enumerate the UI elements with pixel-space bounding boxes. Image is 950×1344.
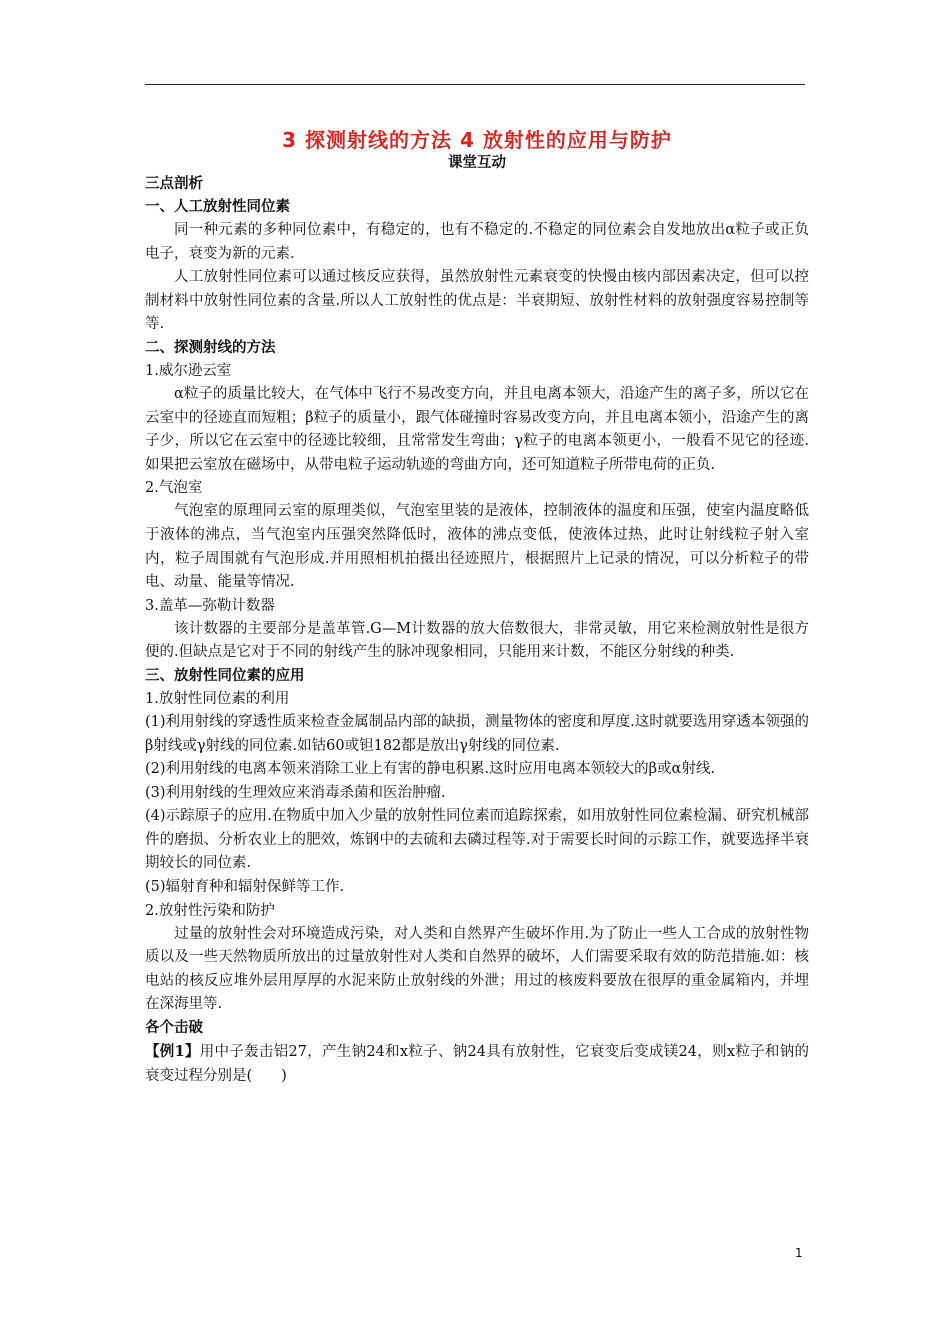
section-3-sub-1: 1.放射性同位素的利用 xyxy=(145,690,290,707)
section-3-sub-2: 2.放射性污染和防护 xyxy=(145,902,275,919)
example-1 xyxy=(145,1040,809,1088)
example-1-tag: 【例1】 xyxy=(145,1043,200,1061)
header-rule xyxy=(145,84,805,85)
page-number: 1 xyxy=(795,1246,803,1260)
example-1-text: 用中子轰击铝27，产生钠24和x粒子、钠24具有放射性，它衰变后变成镁24，则x粒子和钠的衰变过程分别是( ) xyxy=(145,1044,809,1084)
section-3-item-3: (3)利用射线的生理效应来消毒杀菌和医治肿瘤. xyxy=(145,784,446,801)
document-body xyxy=(145,127,809,1088)
section-3-item-4: (4)示踪原子的应用.在物质中加入少量的放射性同位素而追踪探索，如用放射性同位素检漏、研究机械部件的磨损、分析农业上的肥效，炼钢中的去硫和去磷过程等.对于需要长时间的示踪工作，就要选择半衰期较长的同位素. xyxy=(145,808,809,872)
section-2-paragraph-3: 该计数器的主要部分是盖革管.G—M计数器的放大倍数很大，非常灵敏，用它来检测放射性是很方便的.但缺点是它对于不同的射线产生的脉冲现象相同，只能用来计数，不能区分射线的种类. xyxy=(145,620,809,661)
section-3-item-1: (1)利用射线的穿透性质来检查金属制品内部的缺损，测量物体的密度和厚度.这时就要选用穿透本领强的β射线或γ射线的同位素.如钴60或钽182都是放出γ射线的同位素. xyxy=(145,713,809,754)
section-2-paragraph-1: α粒子的质量比较大，在气体中飞行不易改变方向，并且电离本领大，沿途产生的离子多，所以它在云室中的径迹直而短粗；β粒子的质量小，跟气体碰撞时容易改变方向，并且电离本领小，沿途产生的离子少，所以它在云室中的径迹比较细，且常常发生弯曲；γ粒子的电离本领更小，一般看不见它的径迹.如果把云室放在磁场中，从带电粒子运动轨迹的弯曲方向，还可知道粒子所带电荷的正负. xyxy=(145,385,809,473)
page-title: 3 探测射线的方法 4 放射性的应用与防护 xyxy=(282,128,672,152)
section-2-paragraph-2: 气泡室的原理同云室的原理类似，气泡室里装的是液体，控制液体的温度和压强，使室内温度略低于液体的沸点，当气泡室内压强突然降低时，液体的沸点变低，使液体过热，此时让射线粒子射入室内，粒子周围就有气泡形成.并用照相机拍摄出径迹照片，根据照片上记录的情况，可以分析粒子的带电、动量、能量等情况. xyxy=(145,503,809,591)
section-2-sub-1: 1.威尔逊云室 xyxy=(145,362,232,379)
section-3-item-2: (2)利用射线的电离本领来消除工业上有害的静电积累.这时应用电离本领较大的β或α射线. xyxy=(145,761,715,778)
section-3-paragraph-1: 过量的放射性会对环境造成污染，对人类和自然界产生破坏作用.为了防止一些人工合成的放射性物质以及一些天然物质所放出的过量放射性对人类和自然界的破坏，人们需要采取有效的防范措施.如：核电站的核反应堆外层用厚厚的水泥来防止放射线的外泄；用过的核废料要放在很厚的重金属箱内，并埋在深海里等. xyxy=(145,925,809,1013)
section-3-heading: 三、放射性同位素的应用 xyxy=(145,667,305,684)
section-breakthrough-heading: 各个击破 xyxy=(145,1020,203,1037)
section-3-item-5: (5)辐射育种和辐射保鲜等工作. xyxy=(145,879,345,896)
section-three-points: 三点剖析 xyxy=(145,176,203,192)
section-1-paragraph-2: 人工放射性同位素可以通过核反应获得，虽然放射性元素衰变的快慢由核内部因素决定，但可以控制材料中放射性同位素的含量.所以人工放射性的优点是：半衰期短、放射性材料的放射强度容易控制等等. xyxy=(145,269,809,333)
section-2-heading: 二、探测射线的方法 xyxy=(145,339,276,356)
section-2-sub-2: 2.气泡室 xyxy=(145,480,203,497)
section-1-paragraph-1: 同一种元素的多种同位素中，有稳定的，也有不稳定的.不稳定的同位素会自发地放出α粒子或正负电子，衰变为新的元素. xyxy=(145,222,809,262)
section-2-sub-3: 3.盖革—弥勒计数器 xyxy=(145,597,275,614)
page-subtitle: 课堂互动 xyxy=(448,155,506,171)
section-1-heading: 一、人工放射性同位素 xyxy=(145,199,290,215)
